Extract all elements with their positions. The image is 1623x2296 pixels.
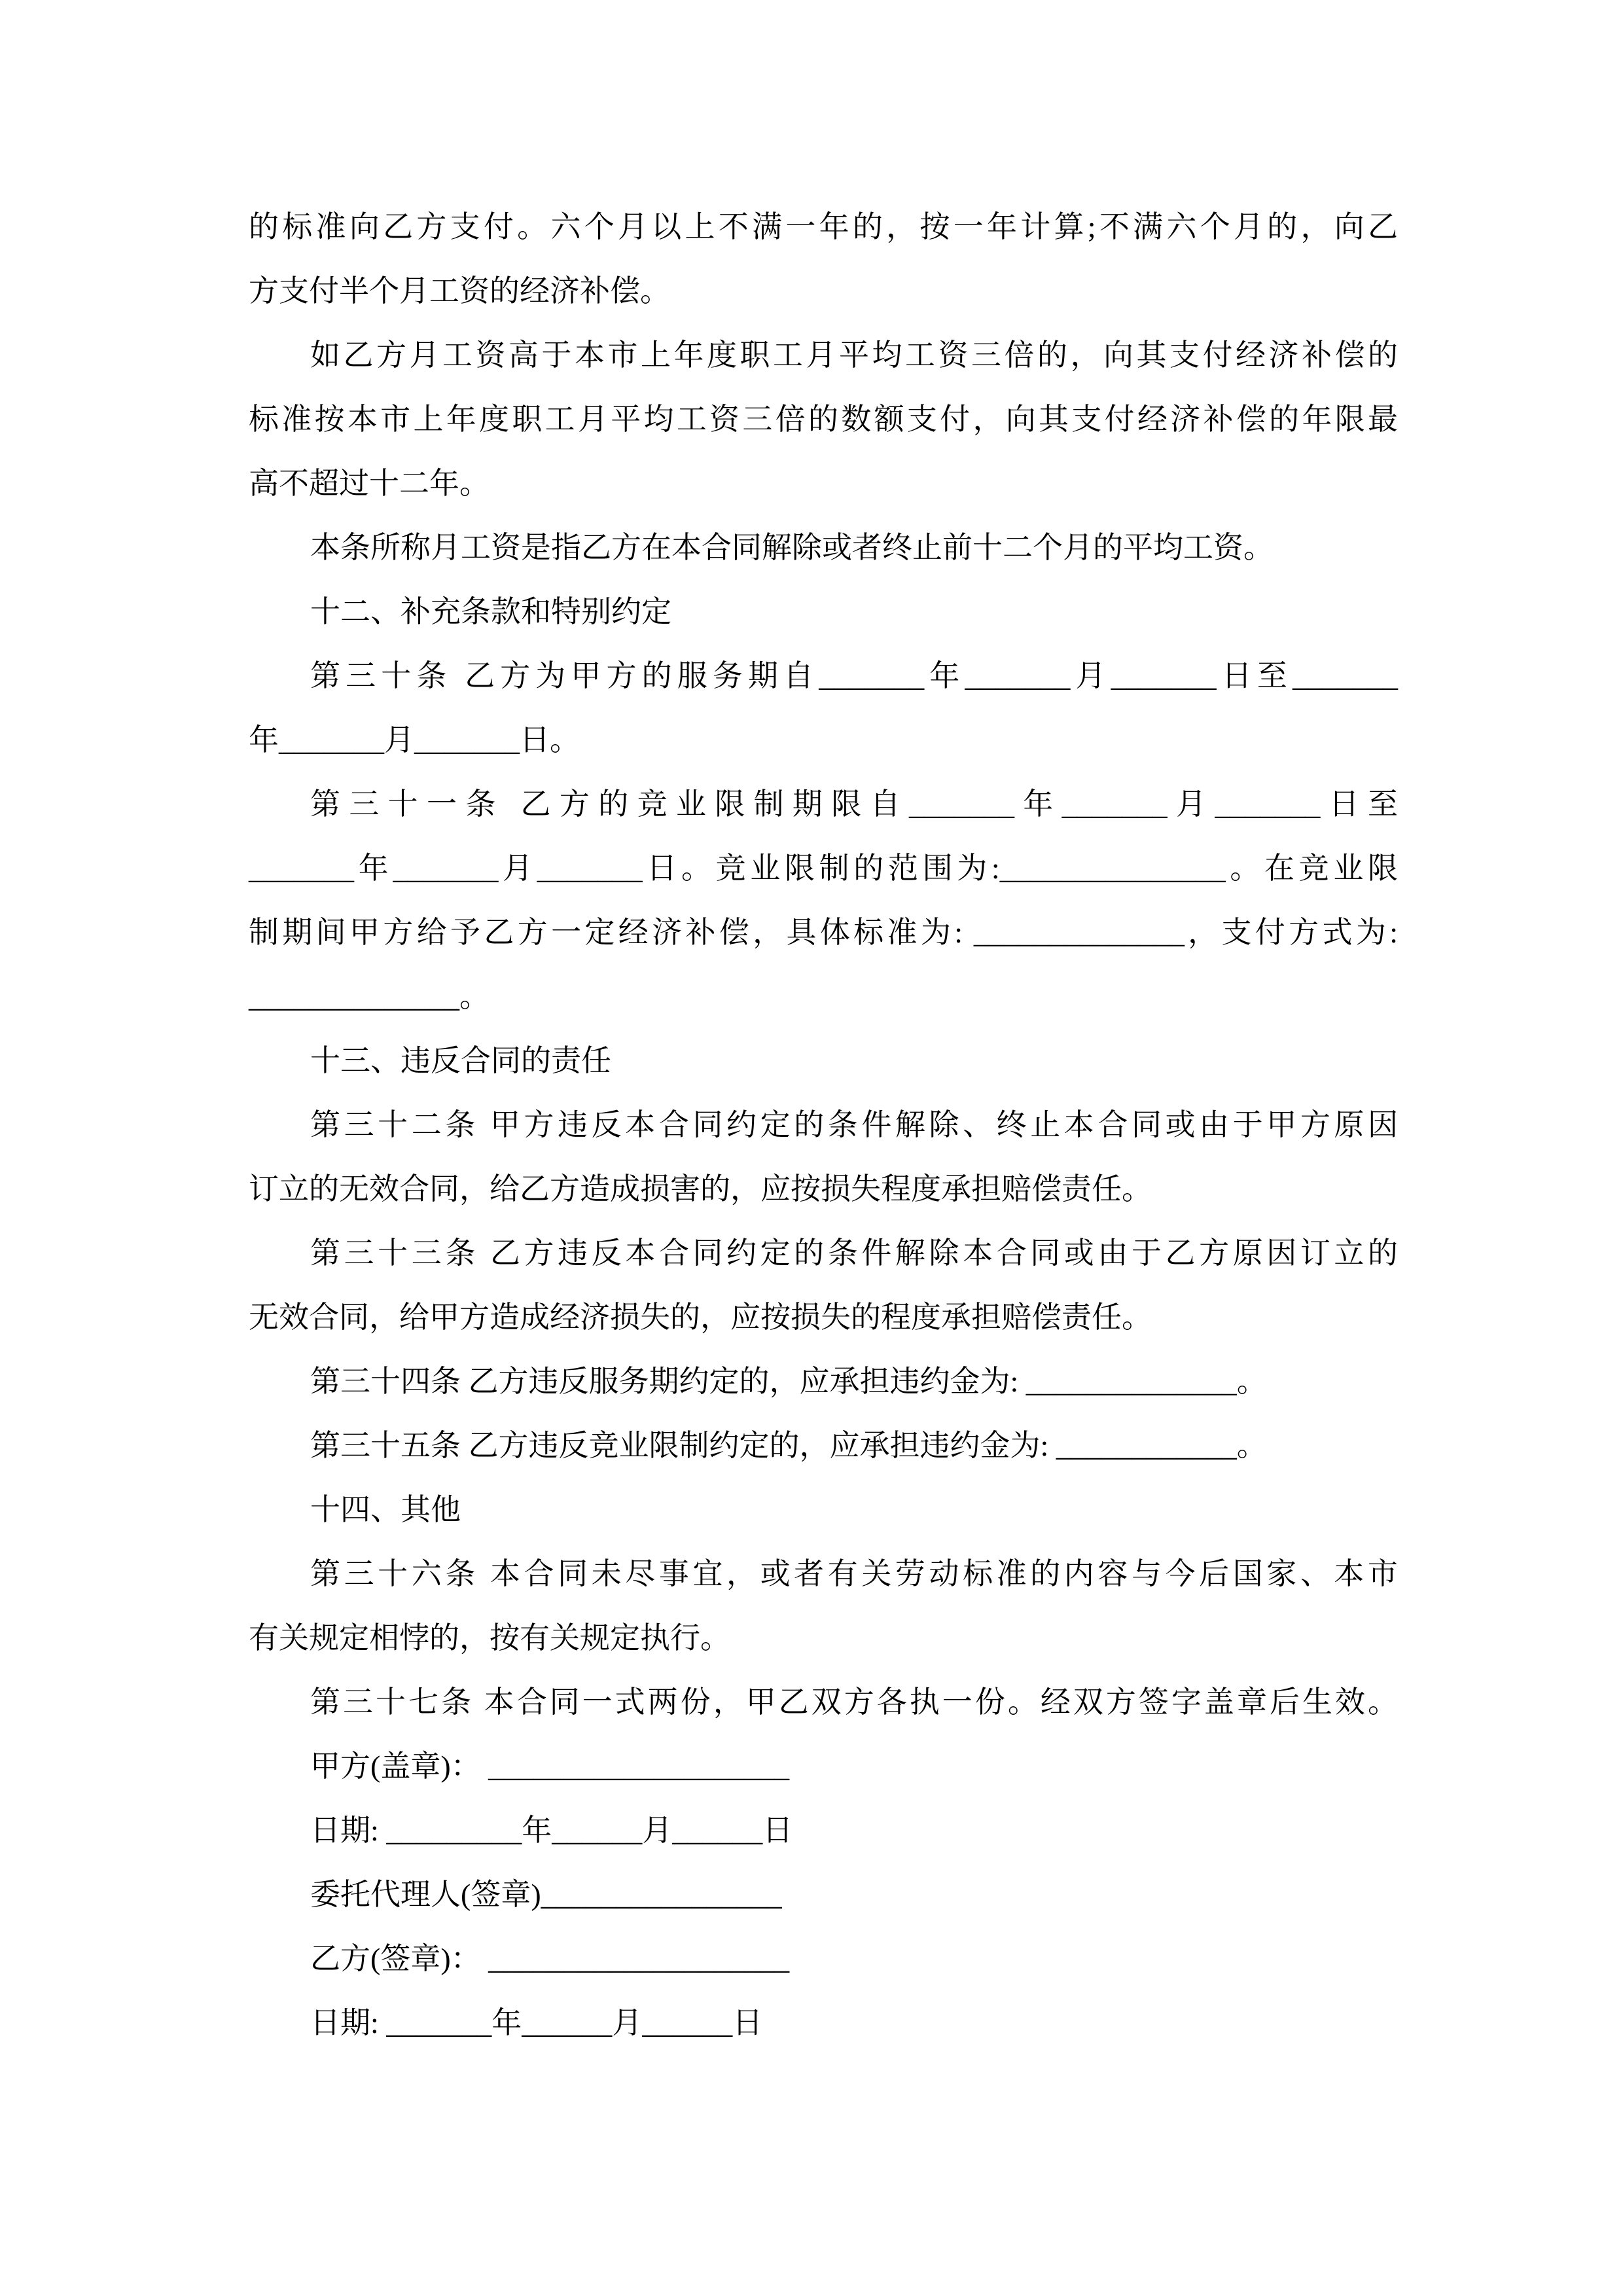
contract-line: 第三十五条 乙方违反竞业限制约定的，应承担违约金为: ____________。 <box>310 1429 1267 1462</box>
contract-line: _______年_______月_______日。竞业限制的范围为:_______________。在竞业限 <box>249 852 1398 885</box>
contract-line: 第三十三条 乙方违反本合同约定的条件解除本合同或由于乙方原因订立的 <box>310 1236 1398 1270</box>
contract-line: 第三十一条 乙方的竞业限制期限自_______年_______月_______日至 <box>310 787 1398 821</box>
contract-text-block <box>249 195 1398 2055</box>
contract-line: 本条所称月工资是指乙方在本合同解除或者终止前十二个月的平均工资。 <box>310 531 1274 564</box>
contract-line: 十四、其他 <box>310 1493 461 1526</box>
contract-line: 第三十二条 甲方违反本合同约定的条件解除、终止本合同或由于甲方原因 <box>310 1108 1398 1141</box>
contract-line: 十二、补充条款和特别约定 <box>310 595 671 628</box>
contract-line: 的标准向乙方支付。六个月以上不满一年的，按一年计算;不满六个月的，向乙 <box>249 210 1398 243</box>
contract-line: 第三十六条 本合同未尽事宜，或者有关劳动标准的内容与今后国家、本市 <box>310 1557 1398 1590</box>
contract-line: 制期间甲方给予乙方一定经济补偿，具体标准为: ______________，支付方式为: <box>249 916 1398 949</box>
contract-line: 第三十四条 乙方违反服务期约定的，应承担违约金为: ______________。 <box>310 1365 1267 1398</box>
contract-line: 甲方(盖章)： ____________________ <box>310 1749 790 1783</box>
contract-line: 方支付半个月工资的经济补偿。 <box>249 274 670 308</box>
contract-line: ______________。 <box>249 980 490 1013</box>
contract-line: 日期: _______年______月______日 <box>310 2006 763 2039</box>
contract-line: 乙方(签章)： ____________________ <box>310 1942 790 1975</box>
contract-line: 如乙方月工资高于本市上年度职工月平均工资三倍的，向其支付经济补偿的 <box>310 338 1398 372</box>
contract-line: 年_______月_______日。 <box>249 723 580 757</box>
contract-line: 日期: _________年______月______日 <box>310 1814 793 1847</box>
contract-line: 有关规定相悖的，按有关规定执行。 <box>249 1621 730 1655</box>
contract-line: 委托代理人(签章)________________ <box>310 1878 782 1911</box>
contract-line: 无效合同，给甲方造成经济损失的，应按损失的程度承担赔偿责任。 <box>249 1300 1152 1334</box>
contract-line: 十三、违反合同的责任 <box>310 1044 611 1077</box>
contract-line: 高不超过十二年。 <box>249 467 490 500</box>
contract-line: 第三十条 乙方为甲方的服务期自_______年_______月_______日至_______ <box>310 659 1398 692</box>
contract-line: 订立的无效合同，给乙方造成损害的，应按损失程度承担赔偿责任。 <box>249 1172 1152 1206</box>
contract-line: 标准按本市上年度职工月平均工资三倍的数额支付，向其支付经济补偿的年限最 <box>249 403 1398 436</box>
contract-line: 第三十七条 本合同一式两份，甲乙双方各执一份。经双方签字盖章后生效。 <box>310 1685 1398 1719</box>
